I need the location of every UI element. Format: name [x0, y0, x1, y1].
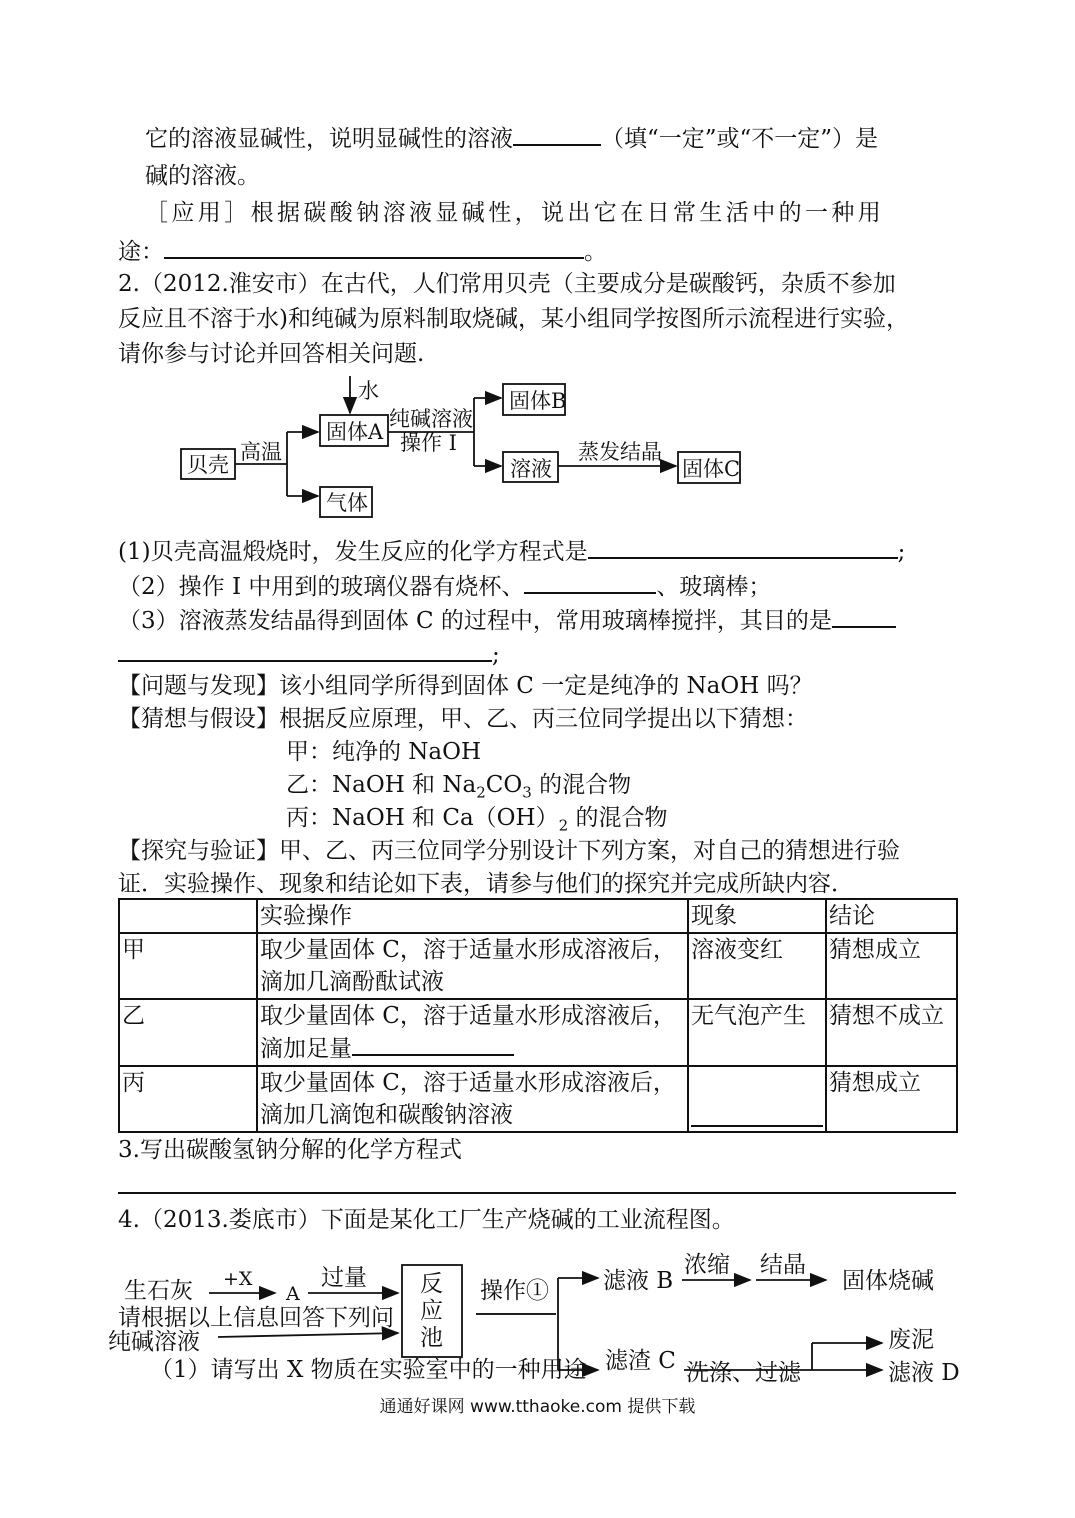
table-row	[119, 1066, 957, 1132]
answer-line[interactable]	[118, 1192, 956, 1194]
label-shell: 贝壳	[187, 453, 229, 477]
label-residue-c: 滤渣 C	[605, 1348, 676, 1374]
label-a: A	[286, 1283, 300, 1305]
label-operation: 操作①	[480, 1278, 549, 1304]
label-solid-naoh: 固体烧碱	[842, 1268, 934, 1294]
label-high-temp: 高温	[240, 440, 282, 464]
q2-p2-b: 、玻璃棒；	[656, 574, 772, 600]
q2-line3: 请你参与讨论并回答相关问题.	[118, 341, 425, 367]
q1-line4-b: 。	[584, 239, 607, 265]
q1-line3: ［应用］根据碳酸钠溶液显碱性，说出它在日常生活中的一种用	[145, 200, 885, 226]
answer-blank[interactable]	[691, 1125, 823, 1127]
g2-c: 的混合物	[531, 772, 632, 798]
answer-blank[interactable]	[588, 535, 898, 559]
cell-who: 丙	[119, 1066, 257, 1132]
g3-a: 丙：NaOH 和 Ca（OH）	[286, 805, 559, 831]
answer-blank[interactable]	[352, 1032, 514, 1056]
label-crystallize: 结晶	[760, 1252, 806, 1278]
g3-b: 的混合物	[568, 805, 668, 831]
op-line: 取少量固体 C，溶于适量水形成溶液后，	[260, 1070, 676, 1096]
q2-line2: 反应且不溶于水)和纯碱为原料制取烧碱，某小组同学按图所示流程进行实验，	[118, 306, 909, 332]
g2-sub1: 2	[476, 783, 486, 802]
q2-guess: 【猜想与假设】根据反应原理，甲、乙、丙三位同学提出以下猜想：	[118, 706, 808, 732]
cell-phenomenon[interactable]	[688, 1066, 826, 1132]
label-soda-solution: 纯碱溶液	[389, 407, 473, 431]
q2-problem: 【问题与发现】该小组同学所得到固体 C 一定是纯净的 NaOH 吗？	[118, 673, 813, 699]
label-reactor-1: 反	[420, 1271, 443, 1297]
g2-a: 乙：NaOH 和 Na	[286, 772, 477, 798]
label-plus-x: +X	[223, 1268, 253, 1290]
q1-line1-a: 它的溶液显碱性，说明显碱性的溶液	[145, 126, 513, 152]
cell-conclusion: 猜想不成立	[826, 999, 957, 1066]
q1-line2: 碱的溶液。	[145, 163, 260, 189]
table-row	[119, 999, 957, 1066]
label-waste-mud: 废泥	[888, 1327, 934, 1353]
label-water: 水	[358, 379, 379, 403]
q2-p3-end: ;	[492, 642, 500, 668]
cell-operation	[257, 933, 688, 999]
label-filtrate-b: 滤液 B	[603, 1268, 674, 1294]
q2-p1-end: ;	[897, 539, 906, 565]
header-cell: 结论	[826, 899, 957, 933]
table-row	[119, 933, 957, 999]
label-reactor-2: 应	[420, 1298, 443, 1324]
label-gas: 气体	[326, 491, 368, 515]
q2-guess-1: 甲：纯净的 NaOH	[286, 739, 482, 765]
q2-p3: （3）溶液蒸发结晶得到固体 C 的过程中，常用玻璃棒搅拌，其目的是	[118, 608, 832, 634]
g3-sub: 2	[558, 816, 569, 835]
q4-line1: 4.（2013.娄底市）下面是某化工厂生产烧碱的工业流程图。	[118, 1207, 735, 1233]
answer-blank[interactable]	[832, 604, 896, 628]
g2-sub2: 3	[522, 783, 532, 802]
cell-who: 甲	[119, 933, 257, 999]
header-cell: 现象	[688, 899, 826, 933]
label-concentrate: 浓缩	[684, 1252, 730, 1278]
cell-who: 乙	[119, 999, 257, 1066]
label-excess: 过量	[321, 1265, 367, 1291]
op-line: 滴加几滴酚酞试液	[260, 969, 444, 995]
label-operation-1: 操作 I	[400, 431, 457, 455]
label-quicklime: 生石灰	[124, 1278, 193, 1304]
g2-b: CO	[485, 772, 523, 798]
label-solid-c: 固体C	[682, 457, 741, 481]
q2-explore-2: 证．实验操作、现象和结论如下表，请参与他们的探究并完成所缺内容．	[118, 871, 854, 897]
header-cell	[119, 899, 257, 933]
q3-line1: 3.写出碳酸氢钠分解的化学方程式	[118, 1137, 462, 1163]
op-line: 滴加几滴饱和碳酸钠溶液	[260, 1102, 513, 1128]
q2-explore-1: 【探究与验证】甲、乙、丙三位同学分别设计下列方案，对自己的猜想进行验	[118, 838, 900, 864]
answer-blank[interactable]	[118, 638, 492, 662]
label-soda-solution-2: 纯碱溶液	[108, 1329, 200, 1355]
q1-line4-a: 途：	[118, 239, 164, 265]
label-solid-b: 固体B	[509, 389, 567, 413]
label-overlap-text: 请根据以上信息回答下列问	[118, 1305, 394, 1331]
label-filtrate-d: 滤液 D	[888, 1360, 960, 1386]
label-wash-filter: 洗涤、过滤	[686, 1360, 801, 1386]
cell-operation	[257, 999, 688, 1066]
cell-conclusion: 猜想成立	[826, 933, 957, 999]
q2-p2-a: （2）操作 I 中用到的玻璃仪器有烧杯、	[118, 574, 525, 600]
cell-operation	[257, 1066, 688, 1132]
footer-credit: 通通好课网 www.tthaoke.com 提供下载	[379, 1397, 696, 1417]
experiment-table	[118, 898, 958, 1133]
label-reactor-3: 池	[420, 1325, 443, 1351]
cell-phenomenon: 溶液变红	[688, 933, 826, 999]
label-evaporate: 蒸发结晶	[578, 440, 662, 464]
q1-line1-b: （填“一定”或“不一定”）是	[601, 126, 879, 152]
q2-p1: (1)贝壳高温煅烧时，发生反应的化学方程式是	[118, 539, 588, 565]
q4-p1: （1）请写出 X 物质在实验室中的一种用途	[150, 1357, 587, 1383]
table-header-row	[119, 899, 957, 933]
q2-line1: 2.（2012.淮安市）在古代，人们常用贝壳（主要成分是碳酸钙，杂质不参加	[118, 271, 896, 297]
answer-blank[interactable]	[524, 570, 656, 594]
cell-conclusion: 猜想成立	[826, 1066, 957, 1132]
op-line: 滴加足量	[260, 1036, 352, 1062]
label-solid-a: 固体A	[326, 420, 384, 444]
op-line: 取少量固体 C，溶于适量水形成溶液后，	[260, 1003, 676, 1029]
header-cell: 实验操作	[257, 899, 688, 933]
cell-phenomenon: 无气泡产生	[688, 999, 826, 1066]
op-line: 取少量固体 C，溶于适量水形成溶液后，	[260, 937, 676, 963]
label-solution: 溶液	[510, 457, 552, 481]
